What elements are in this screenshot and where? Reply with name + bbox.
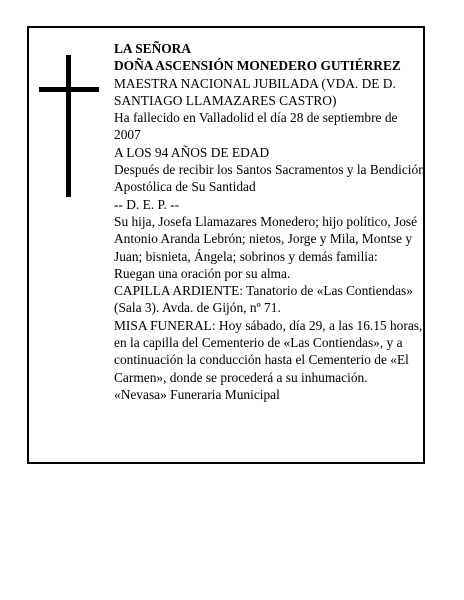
notice-text [114, 40, 426, 403]
latin-cross-icon [39, 55, 99, 197]
cross-vertical-bar [66, 55, 71, 197]
deceased-name: DOÑA ASCENSIÓN MONEDERO GUTIÉRREZ [114, 58, 401, 74]
honorific: LA SEÑORA [114, 41, 192, 56]
cross-horizontal-bar [39, 87, 99, 92]
funeral-home: «Nevasa» Funeraria Municipal [114, 386, 280, 402]
prayer-request: Ruegan una oración por su alma. [114, 265, 291, 281]
rip-text: -- D. E. P. -- [114, 196, 180, 212]
deceased-title: MAESTRA NACIONAL JUBILADA (VDA. DE D. SANTIAGO LLAMAZARES CASTRO) [114, 75, 396, 108]
obituary-notice [27, 26, 425, 464]
death-statement: Ha fallecido en Valladolid el día 28 de septiembre de 2007 [114, 110, 398, 143]
family-list: Su hija, Josefa Llamazares Monedero; hijo político, José Antonio Aranda Lebrón; nietos, Jorge y Mila, Montse y Juan; bisnieta, Ángela; sobrinos y demás familia: [114, 213, 418, 264]
age-at-death: A LOS 94 AÑOS DE EDAD [114, 144, 270, 160]
sacraments-text: Después de recibir los Santos Sacramentos y la Bendición Apostólica de Su Santidad [114, 162, 425, 195]
funeral-mass: MISA FUNERAL: Hoy sábado, día 29, a las 16.15 horas, en la capilla del Cementerio de «Las Contiendas», y a continuación la conducción hasta el Cementerio de «El Carmen», donde se procederá a su inhumación. [114, 317, 423, 385]
funeral-chapel: CAPILLA ARDIENTE: Tanatorio de «Las Contiendas» (Sala 3). Avda. de Gijón, nº 71. [114, 283, 413, 316]
